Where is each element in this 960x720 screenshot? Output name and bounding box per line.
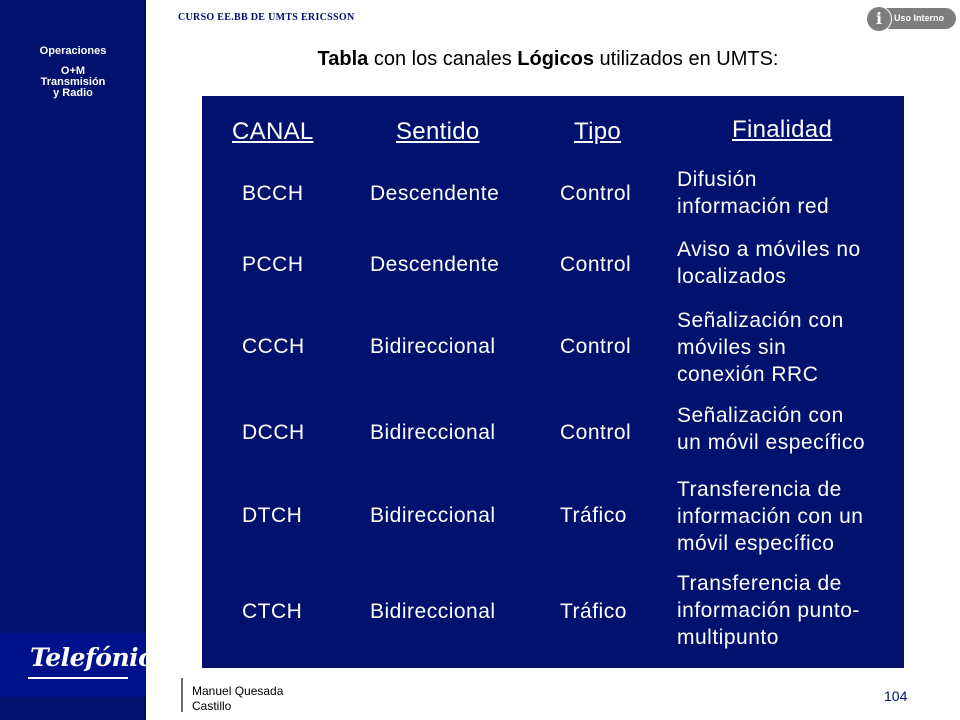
logo-underline [28,677,128,679]
header-tipo: Tipo [574,118,621,145]
page-title [0,45,960,71]
cell-canal: CCCH [242,335,305,358]
finalidad-line: multipunto [677,626,779,649]
finalidad-line: Difusión [677,168,757,191]
cell-sentido: Descendente [370,182,500,205]
finalidad-line: Señalización con [677,309,844,332]
author-line: Castillo [192,699,232,713]
sidebar-line-radio: y Radio [53,87,93,99]
cell-canal: PCCH [242,253,304,276]
finalidad-line: información con un [677,505,864,528]
sidebar-line-om: O+M [60,65,86,77]
finalidad-line: información punto- [677,599,860,622]
finalidad-line: Aviso a móviles no [677,238,861,261]
info-icon: i [866,6,892,32]
cell-sentido: Descendente [370,253,500,276]
cell-finalidad [677,236,861,290]
sidebar-line-transmision: Transmisión [40,76,106,88]
cell-finalidad [677,166,829,220]
finalidad-line: móviles sin [677,336,787,359]
title-bold-tabla: Tabla [317,48,369,70]
cell-tipo: Tráfico [560,600,627,623]
cell-canal: BCCH [242,182,304,205]
telefonica-logo: Telefónica [30,643,169,672]
cell-finalidad [677,476,863,557]
author-line: Manuel Quesada [192,684,284,698]
sidebar-divider [144,0,146,720]
cell-sentido: Bidireccional [370,600,496,623]
cell-finalidad [677,402,865,456]
author-name [192,684,283,714]
course-header: CURSO EE.BB DE UMTS ERICSSON [178,12,355,23]
cell-tipo: Control [560,253,632,276]
header-sentido: Sentido [396,118,480,145]
cell-canal: DTCH [242,504,303,527]
cell-sentido: Bidireccional [370,421,496,444]
footer-divider [181,678,183,712]
finalidad-line: Señalización con [677,404,844,427]
sidebar-line-operaciones: Operaciones [39,45,107,57]
finalidad-line: Transferencia de [677,478,842,501]
finalidad-line: localizados [677,265,787,288]
cell-tipo: Control [560,421,632,444]
header-finalidad: Finalidad [732,116,833,143]
title-text-2: utilizados en UMTS: [593,48,779,70]
logical-channels-table [202,96,904,668]
uso-interno-badge [866,6,956,32]
cell-sentido: Bidireccional [370,335,496,358]
cell-tipo: Control [560,335,632,358]
cell-canal: CTCH [242,600,303,623]
cell-canal: DCCH [242,421,305,444]
finalidad-line: móvil específico [677,532,835,555]
finalidad-line: conexión RRC [677,363,819,386]
header-canal: CANAL [232,118,314,145]
finalidad-line: información red [677,195,830,218]
left-sidebar [0,0,169,720]
cell-tipo: Control [560,182,632,205]
badge-label: Uso Interno [894,13,945,23]
cell-tipo: Tráfico [560,504,627,527]
cell-finalidad [677,570,860,651]
title-text-1: con los canales [368,48,518,70]
finalidad-line: Transferencia de [677,572,842,595]
finalidad-line: un móvil específico [677,431,866,454]
cell-finalidad [677,307,844,388]
page-number: 104 [884,688,908,704]
cell-sentido: Bidireccional [370,504,496,527]
title-bold-logicos: Lógicos [517,48,594,70]
